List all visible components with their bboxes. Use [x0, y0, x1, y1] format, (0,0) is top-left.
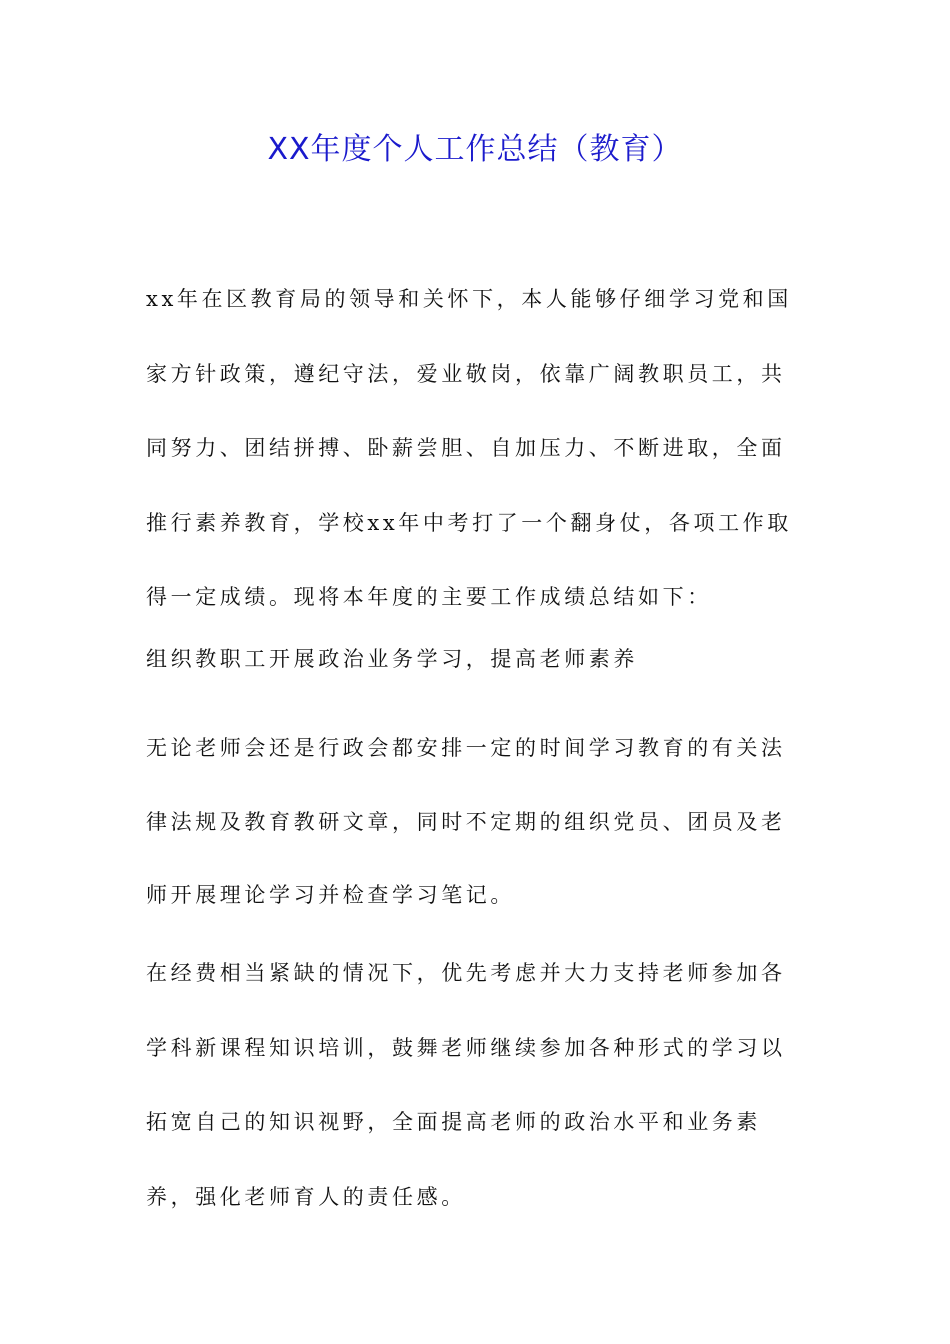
paragraph-study: 无论老师会还是行政会都安排一定的时间学习教育的有关法律法规及教育教研文章，同时不定期的组织党员、团员及老师开展理论学习并检查学习笔记。	[146, 736, 786, 907]
section-heading: 组织教职工开展政治业务学习，提高老师素养	[146, 647, 638, 671]
paragraph-training: 在经费相当紧缺的情况下，优先考虑并大力支持老师参加各学科新课程知识培训，鼓舞老师继续参加各种形式的学习以拓宽自己的知识视野，全面提高老师的政治水平和业务素养，强化老师育人的责任感。	[146, 961, 786, 1209]
document-title: XX年度个人工作总结（教育）	[267, 132, 683, 167]
paragraph-intro: xx年在区教育局的领导和关怀下，本人能够仔细学习党和国家方针政策，遵纪守法，爱业敬岗，依靠广阔教职员工，共同努力、团结拼搏、卧薪尝胆、自加压力、不断进取，全面推行素养教育，学校xx年中考打了一个翻身仗，各项工作取得一定成绩。现将本年度的主要工作成绩总结如下：	[146, 287, 792, 609]
